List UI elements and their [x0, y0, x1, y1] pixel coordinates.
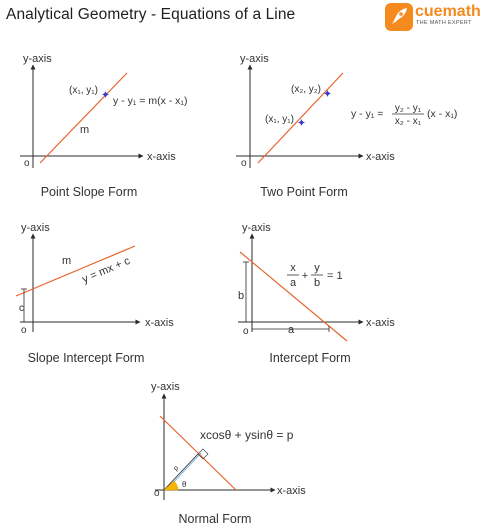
normal-caption: Normal Form: [178, 512, 252, 526]
y-axis-label: y-axis: [23, 53, 52, 65]
perpendicular-line: [164, 454, 198, 490]
point-marker: ✦: [100, 88, 111, 102]
equation-label: y = mx + c: [80, 254, 132, 286]
origin-label: o: [154, 488, 160, 499]
frac2-numerator: y: [314, 262, 320, 274]
normal-panel: [151, 381, 306, 526]
frac1-denominator: a: [289, 277, 297, 289]
equation-rhs: = 1: [327, 270, 343, 282]
point1-marker: ✦: [296, 116, 307, 130]
x-axis-label: x-axis: [145, 317, 174, 329]
x-axis-label: x-axis: [366, 151, 395, 163]
brand-tagline: THE MATH EXPERT: [416, 20, 472, 26]
intercept-panel: [238, 222, 395, 365]
x-axis-label: x-axis: [277, 485, 306, 497]
brand-name: cuemath: [415, 3, 481, 20]
point-slope-panel: [20, 53, 187, 199]
point1-label: (x₁, y₁): [265, 114, 294, 125]
intercept-caption: Intercept Form: [269, 351, 351, 365]
origin-label: o: [21, 325, 27, 336]
slope-label: m: [80, 124, 90, 136]
point2-marker: ✦: [322, 87, 333, 101]
plus-sign: +: [301, 270, 309, 282]
y-axis-label: y-axis: [21, 222, 50, 234]
two-point-panel: [236, 53, 457, 199]
origin-label: o: [243, 326, 249, 337]
theta-label: θ: [182, 480, 187, 489]
point-label: (x₁, y₁): [69, 85, 98, 96]
p-label: p: [172, 464, 181, 473]
equation-numerator: y₂ - y₁: [394, 103, 422, 114]
x-axis-label: x-axis: [147, 151, 176, 163]
a-label: a: [288, 324, 295, 336]
slope-label: m: [62, 255, 72, 267]
y-axis-label: y-axis: [242, 222, 271, 234]
equation-rhs: (x - x₁): [427, 108, 458, 120]
equation-label: xcosθ + ysinθ = p: [200, 428, 294, 442]
equation-denominator: x₂ - x₁: [394, 116, 422, 127]
intercept-label: c: [19, 303, 24, 314]
slope-intercept-caption: Slope Intercept Form: [27, 351, 145, 365]
point-slope-caption: Point Slope Form: [40, 185, 138, 199]
y-axis-label: y-axis: [151, 381, 180, 393]
y-axis-label: y-axis: [240, 53, 269, 65]
frac2-denominator: b: [313, 277, 321, 289]
point2-label: (x₂, y₂): [291, 84, 321, 95]
equation-label: y - y₁ = m(x - x₁): [113, 95, 188, 107]
origin-label: o: [241, 158, 247, 169]
page-title: Analytical Geometry - Equations of a Line: [6, 6, 296, 23]
x-axis-label: x-axis: [366, 317, 395, 329]
slope-intercept-panel: [16, 222, 174, 365]
equation-lhs: y - y₁ =: [351, 108, 384, 120]
frac1-numerator: x: [290, 262, 296, 274]
two-point-caption: Two Point Form: [260, 185, 348, 199]
b-label: b: [238, 290, 245, 302]
origin-label: o: [24, 158, 30, 169]
